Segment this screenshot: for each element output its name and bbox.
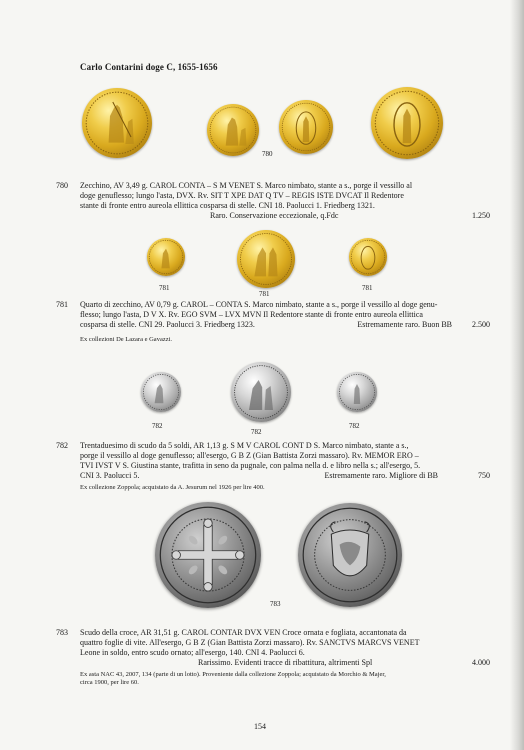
lot-text-line: flesso; lungo l'asta, D V X. Rv. EGO SVM – LVX MVN Il Redentore stante di fronte entro aureola ellittica xyxy=(80,310,423,319)
lot-number-780: 780 xyxy=(56,181,68,190)
figure-engraving-icon xyxy=(207,104,259,156)
lot-text-line: CNI 3. Paolucci 5. xyxy=(80,471,140,480)
coin-781-obverse-large xyxy=(237,230,295,288)
saint-figure-icon xyxy=(337,372,377,412)
lot-estimate: 2.500 xyxy=(472,320,490,329)
coin-783-obverse xyxy=(155,502,261,608)
lot-description-783 xyxy=(80,628,490,668)
lion-shield-icon xyxy=(298,503,402,607)
lot-description-782 xyxy=(80,441,490,481)
lot-text-line: doge genuflesso; lungo l'asta, DVX. Rv. SIT T XPE DAT Q TV – REGIS ISTE DVCAT Il Redentore xyxy=(80,191,404,200)
lot-text-line: stante di fronte entro aureola ellittica cosparsa di stelle. CNI 18. Paolucci 1. Friedberg 1321. xyxy=(80,201,375,210)
coin-782-obverse-small xyxy=(141,372,181,412)
coin-781-reverse-small xyxy=(349,238,387,276)
photo-label-781c: 781 xyxy=(362,284,373,292)
lot-rarity-row xyxy=(80,471,490,481)
figure-engraving-icon xyxy=(231,362,291,422)
lot-estimate: 4.000 xyxy=(472,658,490,667)
coin-782-obverse-large xyxy=(231,362,291,422)
lot-rarity: Estremamente raro. Migliore di BB xyxy=(324,471,438,480)
coin-781-obverse-small xyxy=(147,238,185,276)
page-number: 154 xyxy=(254,722,266,731)
photo-label-781b: 781 xyxy=(259,290,270,298)
provenance-line: circa 1900, per lire 60. xyxy=(80,679,139,686)
lot-description-781 xyxy=(80,300,490,330)
figure-engraving-icon xyxy=(141,372,181,412)
coin-782-reverse-small xyxy=(337,372,377,412)
lot-rarity: Rarissimo. Evidenti tracce di ribattitura, altrimenti Spl xyxy=(198,658,373,667)
lot-rarity-row xyxy=(80,211,490,221)
figure-engraving-icon xyxy=(237,230,295,288)
redeemer-mandorla-icon xyxy=(349,238,387,276)
lot-rarity: Estremamente raro. Buon BB xyxy=(357,320,452,329)
ornate-cross-icon xyxy=(155,502,261,608)
lot-text-line: Quarto di zecchino, AV 0,79 g. CAROL – CONTA S. Marco nimbato, stante a s., porge il vessillo al doge genu- xyxy=(80,300,438,309)
coin-780-obverse-small xyxy=(207,104,259,156)
lot-text-line: cosparsa di stelle. CNI 29. Paolucci 3. Friedberg 1323. xyxy=(80,320,255,329)
coin-780-reverse-small xyxy=(279,100,333,154)
redeemer-mandorla-icon xyxy=(371,87,443,159)
lot-number-781: 781 xyxy=(56,300,68,309)
lot-provenance-782: Ex collezione Zoppola; acquistato da A. Jesurum nel 1926 per lire 400. xyxy=(80,484,265,491)
lot-text-line: TVI IVST V S. Giustina stante, trafitta in seno da pugnale, con palma nella d. e libro nella s.; all'esergo, 5. xyxy=(80,461,421,470)
coin-780-obverse-large xyxy=(82,88,152,158)
photo-label-782c: 782 xyxy=(349,422,360,430)
lot-text-line: Trentaduesimo di scudo da 5 soldi, AR 1,13 g. S M V CAROL CONT D S. Marco nimbato, stante a s., xyxy=(80,441,409,450)
lot-number-783: 783 xyxy=(56,628,68,637)
lot-number-782: 782 xyxy=(56,441,68,450)
photo-label-783: 783 xyxy=(270,600,281,608)
lot-text-line: Leone in soldo, entro scudo ornato; all'esergo, 140. CNI 4. Paolucci 6. xyxy=(80,648,305,657)
lot-text-line: Zecchino, AV 3,49 g. CAROL CONTA – S M VENET S. Marco nimbato, stante a s., porge il vessillo al xyxy=(80,181,413,190)
photo-label-782a: 782 xyxy=(152,422,163,430)
figure-engraving-icon xyxy=(82,88,152,158)
lot-rarity-row xyxy=(80,320,490,330)
section-header: Carlo Contarini doge C, 1655-1656 xyxy=(80,62,218,72)
page-gutter xyxy=(510,0,524,750)
lot-text-line: porge il vessillo al doge genuflesso; all'esergo, G B Z (Gian Battista Zorzi massaro). Rv. MEMOR ERO – xyxy=(80,451,419,460)
lot-provenance-781: Ex collezioni De Lazara e Gavazzi. xyxy=(80,336,173,343)
redeemer-mandorla-icon xyxy=(279,100,333,154)
lot-estimate: 1.250 xyxy=(472,211,490,220)
lot-rarity: Raro. Conservazione eccezionale, q.Fdc xyxy=(210,211,339,220)
lot-provenance-783 xyxy=(80,671,500,687)
photo-label-782b: 782 xyxy=(251,428,262,436)
lot-text-line: Scudo della croce, AR 31,51 g. CAROL CONTAR DVX VEN Croce ornata e fogliata, accantonata da xyxy=(80,628,407,637)
coin-783-reverse xyxy=(298,503,402,607)
lot-estimate: 750 xyxy=(478,471,490,480)
photo-label-780: 780 xyxy=(262,150,273,158)
lot-description-780 xyxy=(80,181,490,221)
provenance-line: Ex asta NAC 43, 2007, 134 (parte di un lotto). Proveniente dalla collezione Zoppola; acquistato da Morchio & Majer, xyxy=(80,671,386,678)
figure-engraving-icon xyxy=(147,238,185,276)
photo-label-781a: 781 xyxy=(159,284,170,292)
lot-text-line: quattro foglie di vite. All'esergo, G B Z (Gian Battista Zorzi massaro). Rv. SANCTVS MARCVS VENET xyxy=(80,638,420,647)
coin-780-reverse-large xyxy=(371,87,443,159)
lot-rarity-row xyxy=(80,658,490,668)
